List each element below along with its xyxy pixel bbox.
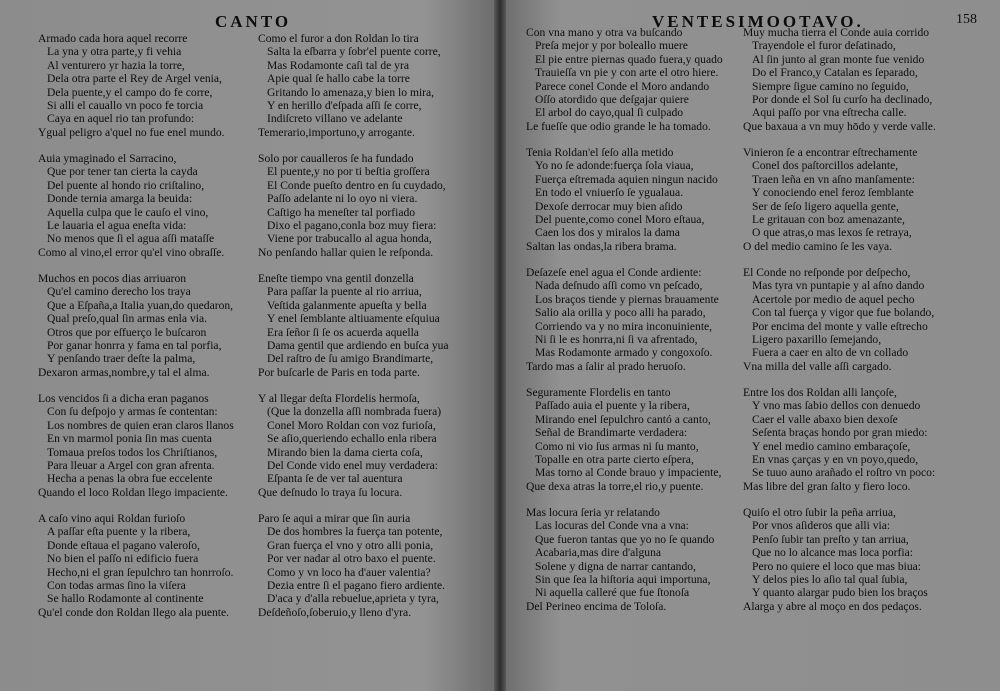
verse-line: Con ſu deſpojo y armas ſe contentan: bbox=[47, 405, 218, 419]
stanza bbox=[38, 272, 233, 379]
verse-line: Señal de Brandimarte verdadera: bbox=[535, 426, 688, 440]
verse-line: Siempre ſigue camino no ſeguido, bbox=[752, 79, 909, 93]
verse-line: Con vna mano y otra va buſcando bbox=[526, 26, 683, 39]
verse-line: Aqui paſſo por vna eſtrecha calle. bbox=[752, 106, 907, 120]
verse-line: Muchos en pocos dias arriuaron bbox=[38, 272, 187, 285]
verse-line: Que baxaua a vn muy hōdo y verde valle. bbox=[743, 119, 936, 133]
stanza bbox=[743, 506, 928, 613]
verse-line: Por buſcarle de Paris en toda parte. bbox=[258, 365, 420, 379]
stanza bbox=[258, 392, 441, 499]
page-number: 158 bbox=[956, 12, 977, 27]
stanza bbox=[526, 146, 718, 253]
verse-line: Muy mucha tierra el Conde auia corrido bbox=[743, 26, 930, 39]
verse-line: Pero no quiere el loco que mas biua: bbox=[752, 559, 922, 573]
verse-line: Caya en aquel rio tan profundo: bbox=[47, 112, 195, 126]
verse-line: Preſa mejor y por boleallo muere bbox=[535, 39, 688, 53]
verse-line: Del Perineo encima de Toloſa. bbox=[526, 599, 667, 613]
verse-line: Vna milla del valle aſſi cargado. bbox=[743, 359, 892, 373]
verse-line: Otros que por eſfuerço le buſcaron bbox=[47, 325, 207, 339]
right-page bbox=[500, 0, 1000, 691]
verse-line: Viene por trabucallo al agua honda, bbox=[267, 232, 432, 246]
verse-line: Donde eſtaua el pagano valeroſo, bbox=[47, 538, 200, 552]
stanza bbox=[526, 266, 719, 373]
verse-line: Que no lo alcance mas loca porfia: bbox=[752, 546, 913, 560]
verse-line: Solo por caualleros ſe ha fundado bbox=[258, 152, 414, 165]
verse-line: Tomaua preſos todos los Chriſtianos, bbox=[47, 445, 218, 459]
verse-line: Con tal fuerça y vigor que fue bolando, bbox=[752, 306, 935, 320]
verse-line: Del puente,como conel Moro eſtaua, bbox=[535, 213, 705, 227]
verse-line: No bien el paſſo ni edificio fuera bbox=[47, 552, 199, 566]
verse-line: A paſſar eſta puente y la ribera, bbox=[47, 525, 191, 539]
verse-line: Del puente al hondo rio criſtalino, bbox=[47, 178, 205, 192]
verse-line: Dixo el pagano,conla boz muy fiera: bbox=[267, 219, 437, 233]
verse-line: Vinieron ſe a encontrar eſtrechamente bbox=[743, 146, 918, 159]
verse-line: Al ſin junto al gran monte fue venido bbox=[752, 52, 925, 66]
verse-line: Y vno mas ſabio dellos con denuedo bbox=[752, 399, 921, 413]
verse-line: Hecha a penas la obra fue eccelente bbox=[47, 472, 213, 486]
verse-line: En todo el vniuerſo ſe ygualaua. bbox=[535, 186, 684, 200]
verse-line: Mas locura ſeria yr relatando bbox=[526, 506, 660, 519]
verse-line: Le lauaria el agua eneſta vida: bbox=[47, 219, 187, 233]
verse-line: D'aca y d'alla rebuelue,aprieta y tyra, bbox=[267, 592, 439, 606]
verse-line: Corriendo va y no mira inconuiniente, bbox=[535, 319, 713, 333]
verse-line: Hecho,ni el gran ſepulchro tan honrroſo. bbox=[47, 565, 234, 579]
stanza bbox=[743, 26, 936, 133]
verse-line: Del Conde vido enel muy verdadera: bbox=[267, 459, 438, 473]
stanza bbox=[258, 32, 441, 139]
verse-line: Eſpanta ſe de ver tal auentura bbox=[267, 472, 403, 486]
verse-line: Trayendole el furor deſatinado, bbox=[752, 39, 896, 53]
verse-line: Se aſio,queriendo echallo enla ribera bbox=[267, 432, 437, 446]
verse-line: Donde ternia amarga la beuida: bbox=[47, 192, 193, 206]
verse-line: Caer el valle abaxo bien dexoſe bbox=[752, 412, 898, 426]
verse-line: Acertole por medio de aquel pecho bbox=[752, 292, 915, 306]
verse-line: Topalle en otra parte cierto eſpera, bbox=[535, 453, 694, 467]
verse-line: Paro ſe aqui a mirar que ſin auria bbox=[258, 512, 411, 525]
book-gutter bbox=[494, 0, 506, 691]
stanza bbox=[258, 152, 446, 259]
stanza bbox=[38, 32, 225, 139]
verse-line: Paſſado auia el puente y la ribera, bbox=[535, 399, 690, 413]
verse-line: A caſo vino aqui Roldan furioſo bbox=[38, 512, 186, 525]
stanza bbox=[743, 266, 934, 373]
verse-line: Caſtigo ha meneſter tal porfiado bbox=[267, 205, 416, 219]
verse-line: Por ganar honrra y fama en tal porfia, bbox=[47, 339, 222, 353]
verse-line: Que por tener tan cierta la cayda bbox=[47, 165, 198, 179]
verse-line: Solene y digna de narrar cantando, bbox=[535, 559, 696, 573]
verse-line: Entre los dos Roldan alli lançoſe, bbox=[743, 386, 897, 399]
verse-line: Dexaron armas,nombre,y tal el alma. bbox=[38, 365, 210, 379]
stanza bbox=[526, 386, 721, 493]
verse-line: Mas torno al Conde brauo y impaciente, bbox=[535, 466, 722, 480]
verse-line: Y al llegar deſta Flordelis hermoſa, bbox=[258, 392, 420, 405]
verse-line: Gritando lo amenaza,y bien lo mira, bbox=[267, 85, 435, 99]
verse-line: El puente,y no por ti beſtia groſſera bbox=[267, 165, 430, 179]
verse-line: El Conde no reſponde por deſpecho, bbox=[743, 266, 911, 279]
verse-line: Para lleuar a Argel con gran afrenta. bbox=[47, 459, 215, 473]
verse-line: Mas Rodamonte caſi tal de yra bbox=[267, 58, 409, 72]
verse-line: Al venturero yr hazia la torre, bbox=[47, 58, 185, 72]
verse-line: Trauieſſa vn pie y con arte el otro hiere. bbox=[535, 66, 719, 80]
verse-line: Armado cada hora aquel recorre bbox=[38, 32, 188, 45]
verse-line: Conel dos paſtorcillos adelante, bbox=[752, 159, 899, 173]
verse-line: Los braços tiende y piernas brauamente bbox=[535, 292, 719, 306]
stanza bbox=[258, 272, 449, 379]
verse-line: De dos hombres la fuerça tan potente, bbox=[267, 525, 443, 539]
verse-line: El arbol do cayo,qual ſi culpado bbox=[535, 106, 684, 120]
verse-line: O que atras,o mas lexos ſe retraya, bbox=[752, 226, 912, 240]
verse-line: Nada deſnudo aſſi como vn peſcado, bbox=[535, 279, 703, 293]
verse-line: Ni aquella calleré que fue ſtonoſa bbox=[535, 586, 690, 600]
verse-line: Por encima del monte y valle eſtrecho bbox=[752, 319, 928, 333]
verse-line: Qual preſo,qual ſin armas enla via. bbox=[47, 312, 208, 326]
verse-line: Do el Franco,y Catalan es ſeparado, bbox=[752, 66, 918, 80]
verse-line: El pie entre piernas quado fuera,y quado bbox=[535, 52, 723, 66]
verse-line: Como ni vio ſus armas ni ſu manto, bbox=[535, 439, 699, 453]
verse-line: Y quanto alargar pudo bien los braços bbox=[752, 586, 928, 600]
verse-line: Tardo mas a ſalir al prado heruoſo. bbox=[526, 359, 686, 373]
verse-line: Se hallo Rodamonte al continente bbox=[47, 592, 204, 606]
verse-line: Quiſo el otro ſubir la peña arriua, bbox=[743, 506, 896, 519]
verse-line: Si alli el cauallo vn poco fe torcia bbox=[47, 99, 204, 113]
stanza bbox=[526, 26, 723, 133]
verse-line: Por donde el Sol ſu curſo ha declinado, bbox=[752, 93, 933, 107]
running-head: VENTESIMOOTAVO. bbox=[652, 12, 864, 31]
verse-line: Por ver nadar al otro baxo el puente. bbox=[267, 552, 436, 566]
verse-line: Las locuras del Conde vna a vna: bbox=[535, 519, 689, 533]
verse-line: No menos que ſi el agua aſſi mataſſe bbox=[47, 232, 215, 246]
verse-line: Y en herillo d'eſpada aſſi ſe corre, bbox=[267, 99, 422, 113]
stanza bbox=[38, 152, 224, 259]
verse-line: Caen los dos y miralos la dama bbox=[535, 226, 680, 240]
verse-line: Salio ala orilla y poco alli ha parado, bbox=[535, 306, 706, 320]
verse-line: Dezia entre ſi el pagano fiero ardiente. bbox=[267, 579, 445, 593]
verse-line: Y conociendo enel feroz ſemblante bbox=[752, 186, 914, 200]
verse-line: Como al vino,el error qu'el vino obraſſe. bbox=[38, 245, 225, 259]
verse-line: Mas tyra vn puntapie y al aſno dando bbox=[752, 279, 925, 293]
verse-line: Por vnos aſideros que alli via: bbox=[752, 519, 891, 533]
stanza bbox=[258, 512, 445, 619]
verse-line: Temerario,importuno,y arrogante. bbox=[258, 125, 415, 139]
stanza bbox=[526, 506, 714, 613]
verse-line: Qu'el camino derecho los traya bbox=[47, 285, 191, 299]
verse-line: Los nombres de quien eran claros llanos bbox=[47, 418, 234, 432]
verse-line: Tenia Roldan'el ſeſo alla metido bbox=[526, 146, 674, 159]
verse-line: Que a Eſpaña,a Italia yuan,do quedaron, bbox=[47, 298, 234, 312]
verse-line: Penſo ſubir tan preſto y tan arriua, bbox=[752, 532, 909, 546]
verse-line: Ni ſi le es honrra,ni ſi va afrentado, bbox=[535, 333, 698, 347]
verse-line: Dela otra parte el Rey de Argel venia, bbox=[47, 72, 222, 86]
verse-line: Ser de ſeſo ligero aquella gente, bbox=[752, 199, 899, 213]
verse-line: Era ſeñor ſi ſe os acuerda aquella bbox=[267, 325, 419, 339]
verse-line: Oſſo atordido que deſgajar quiere bbox=[535, 93, 689, 107]
verse-line: Le fueſſe que odio grande le ha tomado. bbox=[526, 119, 711, 133]
verse-line: Fuerça eſtremada aquien ningun nacido bbox=[535, 172, 718, 186]
verse-line: Mas Rodamonte armado y congoxoſo. bbox=[535, 346, 713, 360]
verse-line: Eneſte tiempo vna gentil donzella bbox=[258, 272, 414, 285]
verse-line: Apie qual ſe hallo cabe la torre bbox=[267, 72, 410, 86]
verse-line: Conel Moro Roldan con voz furioſa, bbox=[267, 418, 436, 432]
verse-line: Seſenta braças hondo por gran miedo: bbox=[752, 426, 928, 440]
verse-line: Como y vn loco ha d'auer valentia? bbox=[267, 565, 431, 579]
verse-line: En vn marmol ponia ſin mas cuenta bbox=[47, 432, 212, 446]
verse-line: Seguramente Flordelis en tanto bbox=[526, 386, 671, 399]
verse-line: Y penſando traer deſte la palma, bbox=[47, 352, 196, 366]
verse-line: O del medio camino ſe les vaya. bbox=[743, 239, 893, 253]
verse-line: Salta la eſbarra y ſobr'el puente corre, bbox=[267, 45, 441, 59]
verse-line: Veſtida galanmente apueſta y bella bbox=[267, 298, 427, 312]
verse-line: Mirando bien la dama cierta coſa, bbox=[267, 445, 423, 459]
verse-line: Dela puente,y el campo do fe corre, bbox=[47, 85, 213, 99]
verse-line: Fuera a caer en alto de vn collado bbox=[752, 346, 909, 360]
verse-line: Mas libre del gran ſalto y fiero loco. bbox=[743, 479, 911, 493]
verse-line: Dama gentil que ardiendo en buſca yua bbox=[267, 339, 449, 353]
verse-line: Los vencidos ſi a dicha eran paganos bbox=[38, 392, 209, 405]
verse-line: La yna y otra parte,y fi vehia bbox=[47, 45, 182, 59]
verse-line: Se tuuo auno arañado el roſtro vn poco: bbox=[752, 466, 936, 480]
verse-line: Ligero paxarillo ſemejando, bbox=[752, 333, 882, 347]
verse-line: Como el furor a don Roldan lo tira bbox=[258, 32, 419, 45]
verse-line: Que deſnudo lo traya ſu locura. bbox=[258, 485, 403, 499]
verse-line: Auia ymaginado el Sarracino, bbox=[38, 152, 177, 165]
verse-line: Traen leña en vn aſno manſamente: bbox=[752, 172, 915, 186]
stanza bbox=[743, 146, 917, 253]
running-head: CANTO bbox=[215, 12, 292, 31]
verse-line: Deſdeñoſo,ſoberuio,y lleno d'yra. bbox=[258, 605, 412, 619]
verse-line: No penſando hallar quien le reſponda. bbox=[258, 245, 434, 259]
verse-line: Le gritauan con boz amenazante, bbox=[752, 213, 905, 227]
verse-line: Y delos pies lo aſio tal qual ſubia, bbox=[752, 573, 908, 587]
verse-line: Qu'el conde don Roldan llego ala puente. bbox=[38, 605, 230, 619]
verse-line: (Que la donzella aſſi nombrada fuera) bbox=[267, 405, 442, 419]
verse-line: En vnas çarças y en vn poyo,quedo, bbox=[752, 453, 919, 467]
verse-line: Sin que ſea la hiſtoria aqui importuna, bbox=[535, 573, 711, 587]
verse-line: Y enel ſemblante altiuamente eſquiua bbox=[267, 312, 440, 326]
verse-line: Gran fuerça el vno y otro alli ponia, bbox=[267, 538, 434, 552]
verse-line: El Conde pueſto dentro en ſu cuydado, bbox=[267, 178, 446, 192]
verse-line: Saltan las ondas,la ribera brama. bbox=[526, 239, 677, 253]
verse-line: Del raſtro de ſu amigo Brandimarte, bbox=[267, 352, 434, 366]
verse-line: Y enel medio camino embaraçoſe, bbox=[752, 439, 911, 453]
stanza bbox=[38, 512, 233, 619]
verse-line: Que dexa atras la torre,el rio,y puente. bbox=[526, 479, 704, 493]
stanza bbox=[38, 392, 234, 499]
verse-line: Dexoſe derrocar muy bien aſido bbox=[535, 199, 683, 213]
verse-line: Que fueron tantas que yo no ſe quando bbox=[535, 532, 715, 546]
verse-line: Aquella culpa que le cauſo el vino, bbox=[47, 205, 209, 219]
verse-line: Con todas armas ſino la viſera bbox=[47, 579, 186, 593]
verse-line: Quando el loco Roldan llego impaciente. bbox=[38, 485, 228, 499]
verse-line: Deſazeſe enel agua el Conde ardiente: bbox=[526, 266, 702, 279]
verse-line: Para paſſar la puente al rio arriua, bbox=[267, 285, 422, 299]
verse-line: Acabaria,mas dire d'alguna bbox=[535, 546, 662, 560]
verse-line: Paſſo adelante ni lo oyo ni viera. bbox=[267, 192, 418, 206]
stanza bbox=[743, 386, 935, 493]
verse-line: Yo no ſe adonde:fuerça ſola viaua, bbox=[535, 159, 694, 173]
verse-line: Indiſcreto villano ve adelante bbox=[267, 112, 403, 126]
verse-line: Alarga y abre al moço en dos pedaços. bbox=[743, 599, 922, 613]
verse-line: Mirando enel ſepulchro cantó a canto, bbox=[535, 412, 711, 426]
verse-line: Ygual peligro a'quel no fue enel mundo. bbox=[38, 125, 225, 139]
verse-line: Parece conel Conde el Moro andando bbox=[535, 79, 710, 93]
